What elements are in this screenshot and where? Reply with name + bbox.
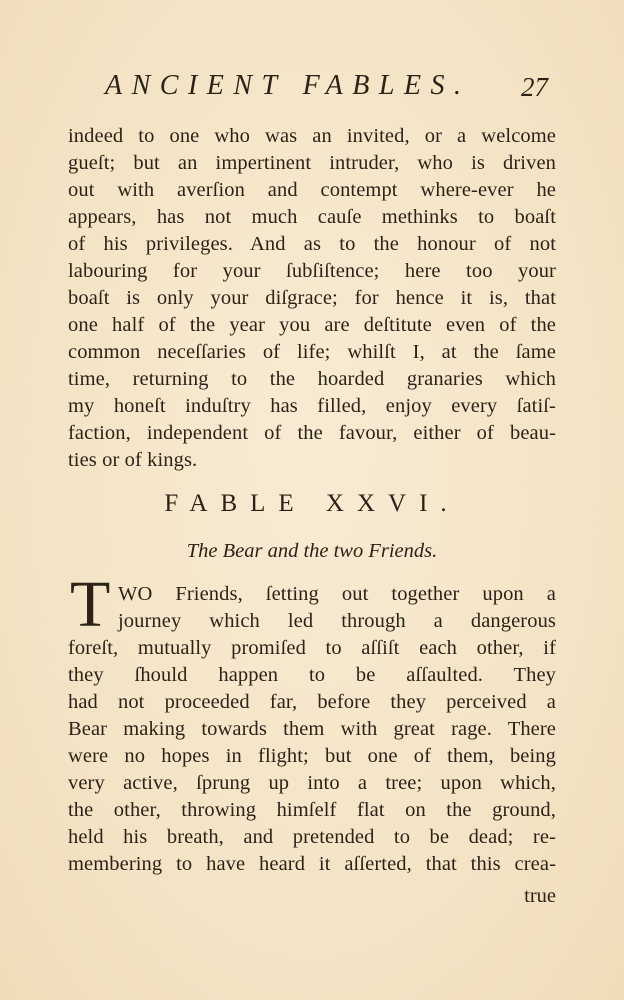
text-line: ties or of kings.	[68, 449, 198, 471]
text-line: foreſt, mutually promiſed to aſſiſt each other, if	[68, 637, 556, 659]
text-line: had not proceeded far, before they perceived a	[68, 691, 556, 713]
text-line: out with averſion and contempt where-ever he	[68, 179, 556, 201]
text-line: common neceſſaries of life; whilſt I, at the ſame	[68, 341, 556, 363]
text-line: faction, independent of the favour, either of beau-	[68, 422, 556, 444]
fable-subtitle: The Bear and the two Friends.	[186, 540, 438, 562]
running-title: ANCIENT FABLES.	[105, 70, 471, 101]
text-line: Bear making towards them with great rage. There	[68, 718, 556, 740]
text-line: of his privileges. And as to the honour of not	[68, 233, 556, 255]
text-line: membering to have heard it aſſerted, that this crea-	[68, 853, 556, 875]
text-line: one half of the year you are deſtitute even of the	[68, 314, 556, 336]
fable-title: FABLE XXVI.	[164, 490, 460, 517]
page-number: 27	[521, 72, 548, 102]
text-line: were no hopes in flight; but one of them, being	[68, 745, 556, 767]
text-line: boaſt is only your diſgrace; for hence it is, that	[68, 287, 556, 309]
text-line: indeed to one who was an invited, or a welcome	[68, 125, 556, 147]
text-line: my honeſt induſtry has filled, enjoy every ſatiſ-	[68, 395, 556, 417]
text-line: time, returning to the hoarded granaries which	[68, 368, 556, 390]
text-line: labouring for your ſubſiſtence; here too your	[68, 260, 556, 282]
text-line: they ſhould happen to be aſſaulted. They	[68, 664, 556, 686]
text-line: gueſt; but an impertinent intruder, who is driven	[68, 152, 556, 174]
text-line: WO Friends, ſetting out together upon a	[118, 583, 556, 605]
text-line: very active, ſprung up into a tree; upon which,	[68, 772, 556, 794]
page-header	[100, 70, 560, 110]
text-line: journey which led through a dangerous	[118, 610, 556, 632]
text-line: appears, has not much cauſe methinks to boaſt	[68, 206, 556, 228]
text-line: the other, throwing himſelf flat on the ground,	[68, 799, 556, 821]
catchword: true	[524, 885, 556, 907]
drop-cap: T	[70, 568, 111, 641]
text-line: held his breath, and pretended to be dead; re-	[68, 826, 556, 848]
